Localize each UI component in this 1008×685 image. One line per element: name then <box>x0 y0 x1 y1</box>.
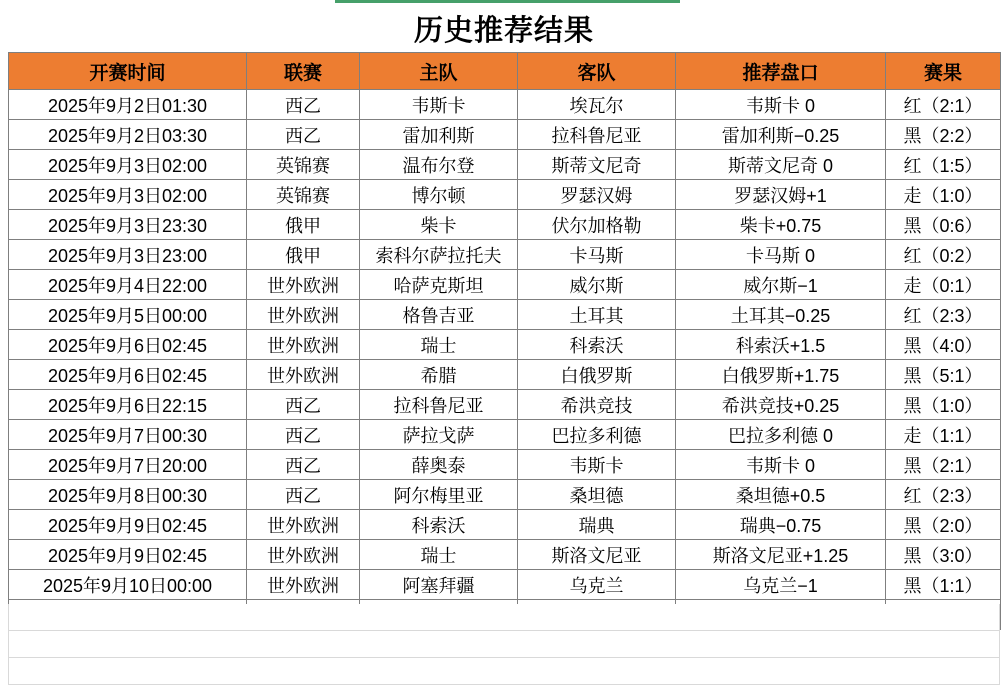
cell-league: 世外欧洲 <box>247 360 360 390</box>
cell-league: 西乙 <box>247 120 360 150</box>
cell-league: 西乙 <box>247 450 360 480</box>
cell-recommended-handicap: 韦斯卡 0 <box>676 450 886 480</box>
cell-time: 2025年9月5日00:00 <box>9 300 247 330</box>
table-row <box>9 150 1001 180</box>
cell-time: 2025年9月2日03:30 <box>9 120 247 150</box>
table-row <box>9 180 1001 210</box>
cell-away-team: 威尔斯 <box>518 270 676 300</box>
table-row <box>9 570 1001 600</box>
cell-home-team: 博尔顿 <box>360 180 518 210</box>
table-row <box>9 390 1001 420</box>
cell-league: 俄甲 <box>247 210 360 240</box>
cell-away-team: 斯蒂文尼奇 <box>518 150 676 180</box>
cell-league: 世外欧洲 <box>247 300 360 330</box>
page-title: 历史推荐结果 <box>413 15 594 47</box>
table-row <box>9 420 1001 450</box>
cell-time: 2025年9月6日22:15 <box>9 390 247 420</box>
cell-recommended-handicap: 希洪竞技+0.25 <box>676 390 886 420</box>
cell-recommended-handicap: 土耳其−0.25 <box>676 300 886 330</box>
column-header-league: 联赛 <box>247 53 360 90</box>
history-results-table <box>8 52 1001 630</box>
cell-league: 西乙 <box>247 480 360 510</box>
cell-home-team: 萨拉戈萨 <box>360 420 518 450</box>
cell-away-team: 土耳其 <box>518 300 676 330</box>
cell-league: 西乙 <box>247 420 360 450</box>
cell-time: 2025年9月10日00:00 <box>9 570 247 600</box>
empty-row <box>8 631 1000 658</box>
cell-home-team: 阿塞拜疆 <box>360 570 518 600</box>
cell-time: 2025年9月8日00:30 <box>9 480 247 510</box>
cell-home-team: 柴卡 <box>360 210 518 240</box>
cell-result: 红（2:3） <box>886 480 1001 510</box>
cell-time: 2025年9月2日01:30 <box>9 90 247 120</box>
table-body <box>9 90 1001 630</box>
cell-recommended-handicap: 乌克兰−1 <box>676 570 886 600</box>
cell-recommended-handicap: 桑坦德+0.5 <box>676 480 886 510</box>
cell-home-team: 韦斯卡 <box>360 90 518 120</box>
empty-row <box>8 658 1000 685</box>
cell-league: 世外欧洲 <box>247 570 360 600</box>
cell-home-team: 瑞士 <box>360 540 518 570</box>
cell-away-team: 埃瓦尔 <box>518 90 676 120</box>
cell-league: 世外欧洲 <box>247 510 360 540</box>
cell-result: 黑（1:0） <box>886 390 1001 420</box>
cell-home-team: 薛奥泰 <box>360 450 518 480</box>
cell-away-team: 卡马斯 <box>518 240 676 270</box>
cell-home-team: 阿尔梅里亚 <box>360 480 518 510</box>
cell-result: 走（1:0） <box>886 180 1001 210</box>
cell-result: 黑（3:0） <box>886 540 1001 570</box>
cell-time: 2025年9月7日00:30 <box>9 420 247 450</box>
cell-result: 走（1:1） <box>886 420 1001 450</box>
table-row <box>9 330 1001 360</box>
cell-away-team: 拉科鲁尼亚 <box>518 120 676 150</box>
cell-home-team: 瑞士 <box>360 330 518 360</box>
cell-time: 2025年9月3日02:00 <box>9 150 247 180</box>
cell-home-team: 科索沃 <box>360 510 518 540</box>
cell-league: 世外欧洲 <box>247 270 360 300</box>
cell-recommended-handicap: 韦斯卡 0 <box>676 90 886 120</box>
cell-league: 西乙 <box>247 90 360 120</box>
table-row <box>9 90 1001 120</box>
cell-home-team: 雷加利斯 <box>360 120 518 150</box>
table-row <box>9 510 1001 540</box>
cell-result: 红（2:1） <box>886 90 1001 120</box>
cell-result: 黑（0:6） <box>886 210 1001 240</box>
cell-away-team: 韦斯卡 <box>518 450 676 480</box>
table-row <box>9 540 1001 570</box>
cell-time: 2025年9月3日23:00 <box>9 240 247 270</box>
cell-recommended-handicap: 科索沃+1.5 <box>676 330 886 360</box>
cell-result: 黑（5:1） <box>886 360 1001 390</box>
cell-league: 西乙 <box>247 390 360 420</box>
table-header-row <box>9 53 1001 90</box>
cell-recommended-handicap: 卡马斯 0 <box>676 240 886 270</box>
cell-league: 世外欧洲 <box>247 330 360 360</box>
table-row <box>9 480 1001 510</box>
column-header-away-team: 客队 <box>518 53 676 90</box>
cell-result: 黑（2:1） <box>886 450 1001 480</box>
table-row <box>9 120 1001 150</box>
cell-time: 2025年9月6日02:45 <box>9 330 247 360</box>
table-row <box>9 450 1001 480</box>
cell-recommended-handicap: 巴拉多利德 0 <box>676 420 886 450</box>
cell-result: 走（0:1） <box>886 270 1001 300</box>
cell-recommended-handicap: 斯蒂文尼奇 0 <box>676 150 886 180</box>
cell-result: 黑（1:1） <box>886 570 1001 600</box>
cell-home-team: 格鲁吉亚 <box>360 300 518 330</box>
cell-away-team: 桑坦德 <box>518 480 676 510</box>
column-header-time: 开赛时间 <box>9 53 247 90</box>
cell-league: 世外欧洲 <box>247 540 360 570</box>
column-header-recommended-handicap: 推荐盘口 <box>676 53 886 90</box>
column-header-home-team: 主队 <box>360 53 518 90</box>
cell-home-team: 索科尔萨拉托夫 <box>360 240 518 270</box>
cell-away-team: 斯洛文尼亚 <box>518 540 676 570</box>
cell-result: 红（2:3） <box>886 300 1001 330</box>
cell-home-team: 拉科鲁尼亚 <box>360 390 518 420</box>
cell-time: 2025年9月3日23:30 <box>9 210 247 240</box>
cell-away-team: 科索沃 <box>518 330 676 360</box>
table-header <box>9 53 1001 90</box>
cell-league: 俄甲 <box>247 240 360 270</box>
cell-away-team: 瑞典 <box>518 510 676 540</box>
cell-recommended-handicap: 白俄罗斯+1.75 <box>676 360 886 390</box>
cell-time: 2025年9月9日02:45 <box>9 510 247 540</box>
cell-result: 黑（2:0） <box>886 510 1001 540</box>
cell-time: 2025年9月3日02:00 <box>9 180 247 210</box>
column-header-result: 赛果 <box>886 53 1001 90</box>
cell-home-team: 温布尔登 <box>360 150 518 180</box>
cell-recommended-handicap: 瑞典−0.75 <box>676 510 886 540</box>
cell-recommended-handicap: 斯洛文尼亚+1.25 <box>676 540 886 570</box>
cell-recommended-handicap: 罗瑟汉姆+1 <box>676 180 886 210</box>
cell-result: 红（1:5） <box>886 150 1001 180</box>
cell-home-team: 希腊 <box>360 360 518 390</box>
cell-recommended-handicap: 柴卡+0.75 <box>676 210 886 240</box>
cell-time: 2025年9月6日02:45 <box>9 360 247 390</box>
cell-result: 黑（4:0） <box>886 330 1001 360</box>
table-row <box>9 360 1001 390</box>
cell-away-team: 白俄罗斯 <box>518 360 676 390</box>
cell-away-team: 伏尔加格勒 <box>518 210 676 240</box>
cell-home-team: 哈萨克斯坦 <box>360 270 518 300</box>
table-row <box>9 240 1001 270</box>
cell-recommended-handicap: 威尔斯−1 <box>676 270 886 300</box>
cell-result: 黑（2:2） <box>886 120 1001 150</box>
cell-league: 英锦赛 <box>247 180 360 210</box>
cell-away-team: 罗瑟汉姆 <box>518 180 676 210</box>
table-row <box>9 270 1001 300</box>
cell-league: 英锦赛 <box>247 150 360 180</box>
cell-recommended-handicap: 雷加利斯−0.25 <box>676 120 886 150</box>
cell-away-team: 乌克兰 <box>518 570 676 600</box>
table-row <box>9 210 1001 240</box>
cell-away-team: 巴拉多利德 <box>518 420 676 450</box>
history-results-table-container <box>8 52 1000 630</box>
cell-away-team: 希洪竞技 <box>518 390 676 420</box>
top-accent-rule <box>335 0 680 3</box>
cell-result: 红（0:2） <box>886 240 1001 270</box>
cell-time: 2025年9月4日22:00 <box>9 270 247 300</box>
cell-time: 2025年9月7日20:00 <box>9 450 247 480</box>
table-row <box>9 300 1001 330</box>
cell-time: 2025年9月9日02:45 <box>9 540 247 570</box>
empty-row <box>8 604 1000 631</box>
